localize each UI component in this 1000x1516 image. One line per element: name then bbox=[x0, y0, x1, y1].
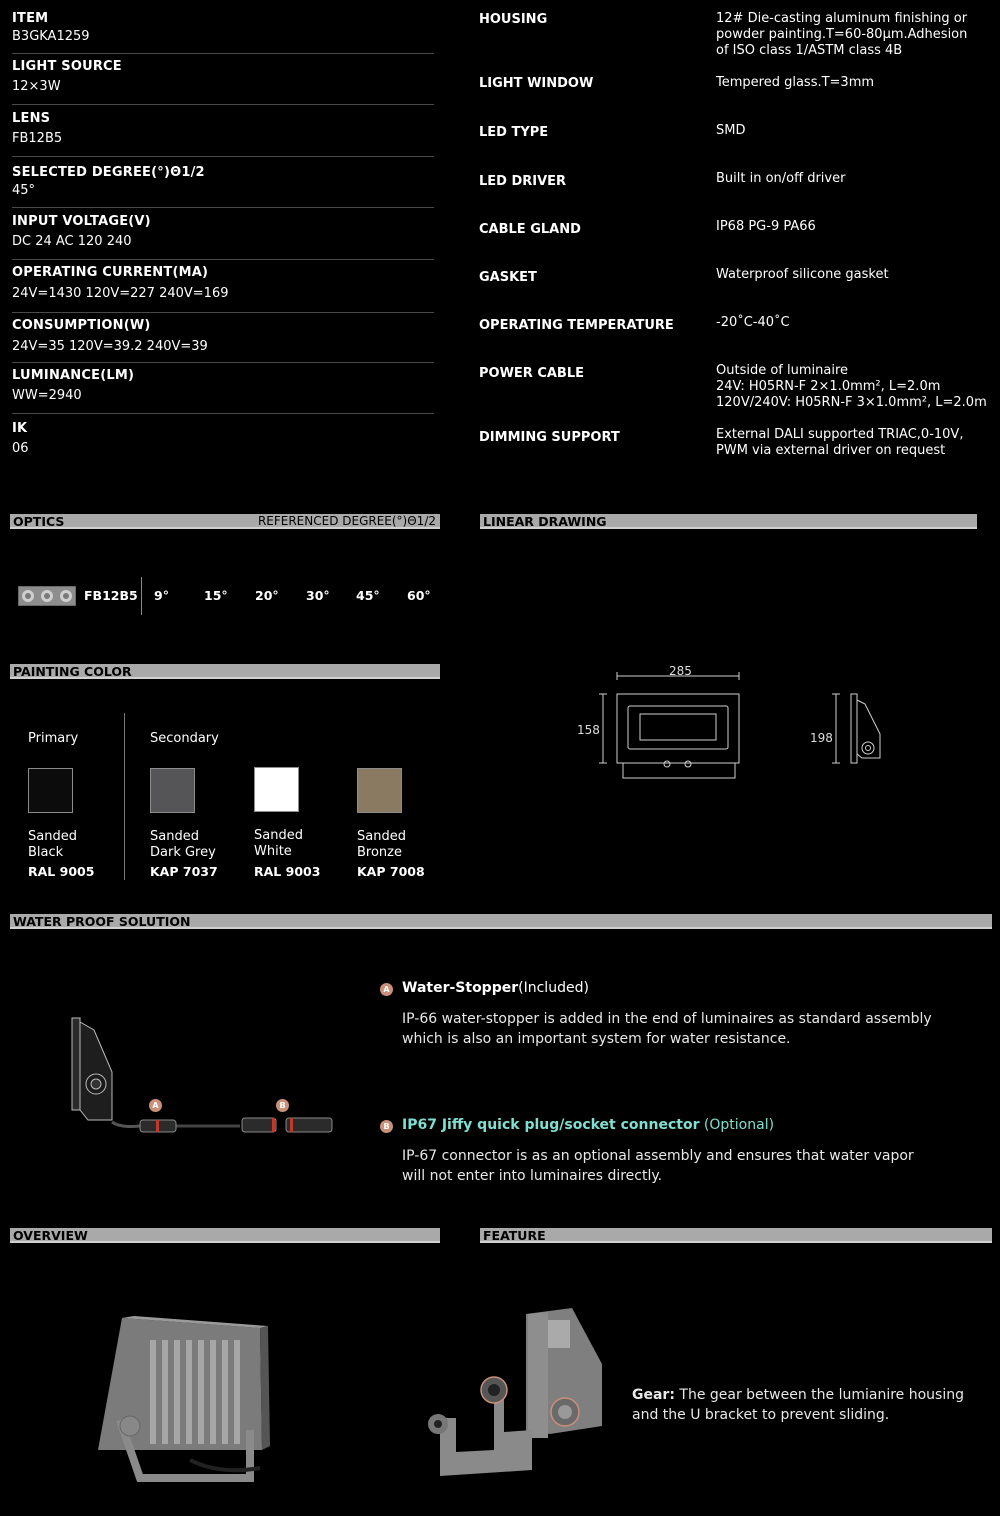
spec-label: ITEM bbox=[12, 11, 49, 26]
spec-value: SMD bbox=[716, 123, 746, 138]
section-title: OVERVIEW bbox=[13, 1228, 88, 1243]
text-line: and the U bracket to prevent sliding. bbox=[632, 1407, 890, 1423]
text-line: Sanded bbox=[254, 828, 303, 843]
spec-label: OPERATING TEMPERATURE bbox=[479, 318, 674, 333]
lens-code: FB12B5 bbox=[84, 588, 138, 603]
badge-b: B bbox=[380, 1120, 393, 1133]
text-line: White bbox=[254, 844, 292, 859]
spec-selected-degree bbox=[12, 165, 434, 198]
dimension-width: 285 bbox=[669, 664, 692, 678]
spec-value: WW=2940 bbox=[12, 388, 82, 403]
spec-value: 12×3W bbox=[12, 79, 61, 94]
spec-label: HOUSING bbox=[479, 12, 548, 27]
degree-option: 60° bbox=[407, 588, 431, 603]
divider bbox=[12, 104, 434, 105]
divider bbox=[12, 259, 434, 260]
color-code: KAP 7037 bbox=[150, 864, 218, 879]
text-line: Dark Grey bbox=[150, 845, 216, 860]
spec-label: DIMMING SUPPORT bbox=[479, 430, 620, 445]
primary-label: Primary bbox=[28, 731, 79, 746]
text-line: which is also an important system for water resistance. bbox=[402, 1031, 791, 1047]
text-line: IP-66 water-stopper is added in the end of luminaires as standard assembly bbox=[402, 1011, 932, 1027]
spec-value-dimming bbox=[716, 427, 996, 459]
divider bbox=[12, 156, 434, 157]
section-title: WATER PROOF SOLUTION bbox=[13, 914, 191, 929]
gear-label: Gear: bbox=[632, 1387, 675, 1403]
connector-heading bbox=[402, 1117, 774, 1133]
color-code: RAL 9005 bbox=[28, 864, 95, 879]
spec-lens bbox=[12, 111, 434, 146]
divider bbox=[12, 362, 434, 363]
spec-label: CABLE GLAND bbox=[479, 222, 581, 237]
text-line: PWM via external driver on request bbox=[716, 443, 946, 458]
spec-value: DC 24 AC 120 240 bbox=[12, 234, 132, 249]
text-line: will not enter into luminaires directly. bbox=[402, 1168, 663, 1184]
optics-subtitle: REFERENCED DEGREE(°)Θ1/2 bbox=[257, 514, 436, 528]
text-line: 24V: H05RN-F 2×1.0mm², L=2.0m bbox=[716, 379, 941, 394]
badge-a: A bbox=[380, 983, 393, 996]
divider bbox=[12, 53, 434, 54]
spec-value: 45° bbox=[12, 183, 36, 198]
color-name bbox=[28, 829, 77, 861]
section-title: PAINTING COLOR bbox=[13, 664, 132, 679]
color-code: KAP 7008 bbox=[357, 864, 425, 879]
spec-label: GASKET bbox=[479, 270, 537, 285]
degree-option: 20° bbox=[255, 588, 279, 603]
waterproof-illustration bbox=[60, 1010, 350, 1140]
spec-label: OPERATING CURRENT(MA) bbox=[12, 265, 209, 280]
text-line: Bronze bbox=[357, 845, 402, 860]
spec-luminance bbox=[12, 368, 434, 403]
spec-value: Waterproof silicone gasket bbox=[716, 267, 889, 282]
degree-option: 9° bbox=[154, 588, 169, 603]
spec-value: FB12B5 bbox=[12, 131, 63, 146]
degree-option: 30° bbox=[306, 588, 330, 603]
water-stopper-heading bbox=[402, 980, 589, 996]
spec-label: IK bbox=[12, 421, 28, 436]
spec-operating-current bbox=[12, 265, 434, 301]
overview-header bbox=[10, 1228, 440, 1243]
text-line: Black bbox=[28, 845, 64, 860]
spec-value: 24V=1430 120V=227 240V=169 bbox=[12, 286, 229, 301]
spec-label: LUMINANCE(LM) bbox=[12, 368, 135, 383]
spec-light-source bbox=[12, 59, 434, 94]
divider bbox=[12, 312, 434, 313]
color-swatch-white bbox=[254, 767, 299, 812]
color-swatch-black bbox=[28, 768, 73, 813]
spec-item bbox=[12, 11, 434, 44]
text-line: Sanded bbox=[357, 829, 406, 844]
color-name bbox=[150, 829, 216, 861]
spec-input-voltage bbox=[12, 214, 434, 249]
spec-value: Tempered glass.T=3mm bbox=[716, 75, 875, 90]
text-line: IP-67 connector is as an optional assembly and ensures that water vapor bbox=[402, 1148, 914, 1164]
connector-note: (Optional) bbox=[699, 1117, 775, 1133]
painting-color-header bbox=[10, 664, 440, 679]
spec-label: LED TYPE bbox=[479, 125, 549, 140]
connector-title: IP67 Jiffy quick plug/socket connector bbox=[402, 1117, 700, 1133]
degree-option: 15° bbox=[204, 588, 228, 603]
feature-product-image bbox=[420, 1300, 620, 1485]
secondary-label: Secondary bbox=[150, 731, 219, 746]
text-line: Sanded bbox=[28, 829, 77, 844]
linear-drawing-header bbox=[480, 514, 977, 529]
section-title: LINEAR DRAWING bbox=[483, 514, 607, 529]
water-stopper-note: (Included) bbox=[518, 980, 589, 996]
spec-label: LENS bbox=[12, 111, 51, 126]
text-line bbox=[632, 1385, 964, 1405]
divider bbox=[12, 413, 434, 414]
spec-ik bbox=[12, 421, 434, 456]
badge-b-diagram: B bbox=[276, 1099, 289, 1112]
spec-value-power-cable bbox=[716, 363, 996, 411]
spec-value: -20˚C-40˚C bbox=[716, 315, 790, 330]
color-code: RAL 9003 bbox=[254, 864, 321, 879]
overview-product-image bbox=[90, 1310, 290, 1490]
spec-value: IP68 PG-9 PA66 bbox=[716, 219, 816, 234]
spec-value: 24V=35 120V=39.2 240V=39 bbox=[12, 339, 208, 354]
optics-header bbox=[10, 514, 440, 529]
text-line: Outside of luminaire bbox=[716, 363, 848, 378]
section-title: FEATURE bbox=[483, 1228, 546, 1243]
feature-header bbox=[480, 1228, 992, 1243]
spec-label: LED DRIVER bbox=[479, 174, 567, 189]
spec-value: 06 bbox=[12, 441, 29, 456]
spec-value: Built in on/off driver bbox=[716, 171, 846, 186]
color-swatch-dark-grey bbox=[150, 768, 195, 813]
gear-text: The gear between the lumianire housing bbox=[674, 1387, 964, 1403]
section-title: OPTICS bbox=[13, 514, 65, 529]
color-name bbox=[357, 829, 406, 861]
spec-label: INPUT VOLTAGE(V) bbox=[12, 214, 151, 229]
water-stopper-title: Water-Stopper bbox=[402, 980, 519, 996]
spec-consumption bbox=[12, 318, 434, 354]
spec-label: LIGHT SOURCE bbox=[12, 59, 122, 74]
water-stopper-description bbox=[402, 1009, 932, 1049]
lens-thumbnail bbox=[18, 586, 76, 606]
color-swatch-bronze bbox=[357, 768, 402, 813]
spec-label: LIGHT WINDOW bbox=[479, 76, 594, 91]
spec-value: B3GKA1259 bbox=[12, 29, 90, 44]
divider bbox=[12, 207, 434, 208]
text-line: Sanded bbox=[150, 829, 199, 844]
divider bbox=[141, 577, 142, 615]
text-line: 120V/240V: H05RN-F 3×1.0mm², L=2.0m bbox=[716, 395, 987, 410]
linear-drawing bbox=[570, 660, 900, 785]
gear-feature-text bbox=[632, 1385, 964, 1425]
color-name bbox=[254, 828, 303, 860]
spec-label: CONSUMPTION(W) bbox=[12, 318, 151, 333]
badge-a-diagram: A bbox=[149, 1099, 162, 1112]
dimension-height: 158 bbox=[577, 723, 600, 737]
degree-option: 45° bbox=[356, 588, 380, 603]
text-line: External DALI supported TRIAC,0-10V, bbox=[716, 427, 964, 442]
waterproof-header bbox=[10, 914, 992, 929]
spec-value: 12# Die-casting aluminum finishing or powder painting.T=60-80μm.Adhesion of ISO class 1/ASTM class 4B bbox=[716, 11, 968, 58]
spec-label: POWER CABLE bbox=[479, 366, 585, 381]
divider bbox=[124, 713, 125, 880]
dimension-depth: 198 bbox=[810, 731, 833, 745]
spec-label: SELECTED DEGREE(°)Θ1/2 bbox=[12, 165, 205, 180]
connector-description bbox=[402, 1146, 914, 1186]
